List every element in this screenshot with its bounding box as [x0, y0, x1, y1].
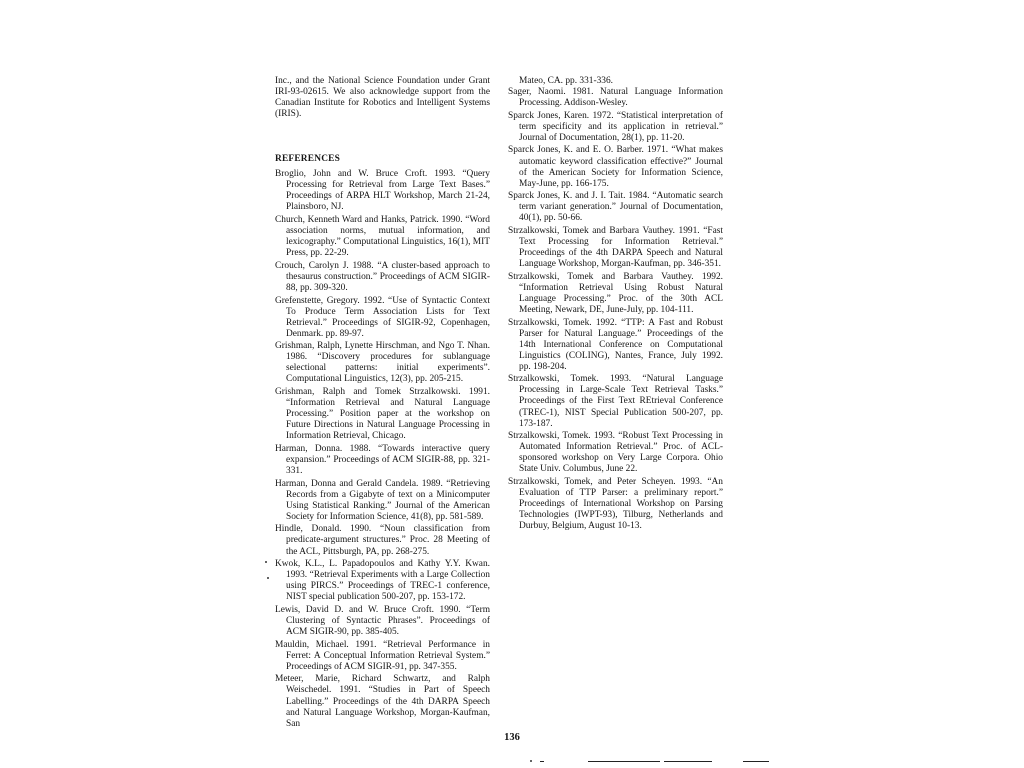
scan-rule — [743, 761, 769, 762]
references-list-left — [275, 169, 490, 729]
reference-entry: Strzalkowski, Tomek, and Peter Scheyen. 1993. “An Evaluation of TTP Parser: a preliminary report.” Proceedings of International Workshop on Parsing Technologies (IWPT-93), Tilburg, Netherlands and Durbuy, Belgium, August 10-13. — [508, 476, 723, 532]
reference-continuation: Mateo, CA. pp. 331-336. — [519, 76, 614, 86]
scan-speck — [265, 561, 267, 563]
reference-entry: Church, Kenneth Ward and Hanks, Patrick. 1990. “Word association norms, mutual information, and lexicography.” Computational Linguistics, 16(1), MIT Press, pp. 22-29. — [275, 215, 490, 259]
reference-entry: Grishman, Ralph, Lynette Hirschman, and Ngo T. Nhan. 1986. “Discovery procedures for sublanguage selectional patterns: initial experiments”. Computational Linguistics, 12(3), pp. 205-215. — [275, 341, 490, 385]
reference-entry: Strzalkowski, Tomek. 1993. “Robust Text Processing in Automated Information Retrieval.” Proc. of ACL-sponsored workshop on Very Large Corpora. Ohio State Univ. Columbus, June 22. — [508, 431, 723, 475]
reference-entry: Strzalkowski, Tomek. 1992. “TTP: A Fast and Robust Parser for Natural Language.” Proceedings of the 14th International Conference on Computational Linguistics (COLING), Nantes, France, July 1992. pp. 198-204. — [508, 317, 723, 372]
reference-entry: Harman, Donna. 1988. “Towards interactive query expansion.” Proceedings of ACM SIGIR-88, pp. 321-331. — [275, 443, 490, 477]
scan-rule — [664, 761, 712, 762]
reference-entry: Lewis, David D. and W. Bruce Croft. 1990. “Term Clustering of Syntactic Phrases”. Proceedings of ACM SIGIR-90, pp. 385-405. — [275, 604, 490, 638]
reference-entry: Sparck Jones, K. and J. I. Tait. 1984. “Automatic search term variant generation.” Journal of Documentation, 40(1), pp. 50-66. — [508, 191, 723, 224]
scan-speck — [267, 577, 269, 579]
reference-entry: Strzalkowski, Tomek and Barbara Vauthey. 1992. “Information Retrieval Using Robust Natural Language Processing.” Proc. of the 30th ACL Meeting, Newark, DE, June-July, pp. 104-111. — [508, 271, 723, 315]
reference-entry: Sparck Jones, K. and E. O. Barber. 1971. “What makes automatic keyword classification effective?” Journal of the American Society for Information Science, May-June, pp. 166-175. — [508, 145, 723, 189]
reference-entry: Kwok, K.L., L. Papadopoulos and Kathy Y.Y. Kwan. 1993. “Retrieval Experiments with a Large Collection using PIRCS.” Proceedings of TREC-1 conference, NIST special publication 500-207, pp. 153-172. — [275, 559, 490, 603]
reference-entry: Sager, Naomi. 1981. Natural Language Information Processing. Addison-Wesley. — [508, 87, 723, 109]
acknowledgement-paragraph: Inc., and the National Science Foundation under Grant IRI-93-02615. We also acknowledge support from the Canadian Institute for Robotics and Intelligent Systems (IRIS). — [275, 76, 490, 120]
scan-rule — [588, 761, 660, 762]
reference-entry: Hindle, Donald. 1990. “Noun classification from predicate-argument structures.” Proc. 28 Meeting of the ACL, Pittsburgh, PA, pp. 268-275. — [275, 524, 490, 557]
reference-entry: Harman, Donna and Gerald Candela. 1989. “Retrieving Records from a Gigabyte of text on a Minicomputer Using Statistical Ranking.” Journal of the American Society for Information Science, 41(8), pp. 581-589. — [275, 478, 490, 522]
scan-speck — [530, 760, 532, 762]
reference-entry: Grefenstette, Gregory. 1992. “Use of Syntactic Context To Produce Term Association Lists for Text Retrieval.” Proceedings of SIGIR-92, Copenhagen, Denmark. pp. 89-97. — [275, 295, 490, 339]
references-list-right — [508, 87, 723, 532]
reference-entry: Broglio, John and W. Bruce Croft. 1993. “Query Processing for Retrieval from Large Text Bases.” Proceedings of ARPA HLT Workshop, March 21-24, Plainsboro, NJ. — [275, 169, 490, 213]
scan-rule — [540, 761, 544, 762]
reference-entry: Mauldin, Michael. 1991. “Retrieval Performance in Ferret: A Conceptual Information Retrieval System.” Proceedings of ACM SIGIR-91, pp. 347-355. — [275, 639, 490, 672]
page-number: 136 — [504, 732, 520, 743]
left-column — [275, 76, 490, 731]
right-column — [508, 76, 723, 534]
reference-entry: Sparck Jones, Karen. 1972. “Statistical interpretation of term specificity and its application in retrieval.” Journal of Documentation, 28(1), pp. 11-20. — [508, 110, 723, 143]
reference-entry: Strzalkowski, Tomek. 1993. “Natural Language Processing in Large-Scale Text Retrieval Tasks.” Proceedings of the First Text REtrieval Conference (TREC-1), NIST Special Publication 500-207, pp. 173-187. — [508, 374, 723, 429]
reference-entry: Crouch, Carolyn J. 1988. “A cluster-based approach to thesaurus construction.” Proceedings of ACM SIGIR-88, pp. 309-320. — [275, 260, 490, 293]
references-heading: REFERENCES — [275, 154, 341, 165]
reference-entry: Grishman, Ralph and Tomek Strzalkowski. 1991. “Information Retrieval and Natural Language Processing.” Position paper at the workshop on Future Directions in Natural Language Processing in Information Retrieval, Chicago. — [275, 387, 490, 442]
reference-entry: Meteer, Marie, Richard Schwartz, and Ralph Weischedel. 1991. “Studies in Part of Speech Labelling.” Proceedings of the 4th DARPA Speech and Natural Language Workshop, Morgan-Kaufman, San — [275, 674, 490, 729]
reference-entry: Strzalkowski, Tomek and Barbara Vauthey. 1991. “Fast Text Processing for Information Retrieval.” Proceedings of the 4th DARPA Speech and Natural Language Workshop, Morgan-Kaufman, pp. 346-351. — [508, 225, 723, 270]
